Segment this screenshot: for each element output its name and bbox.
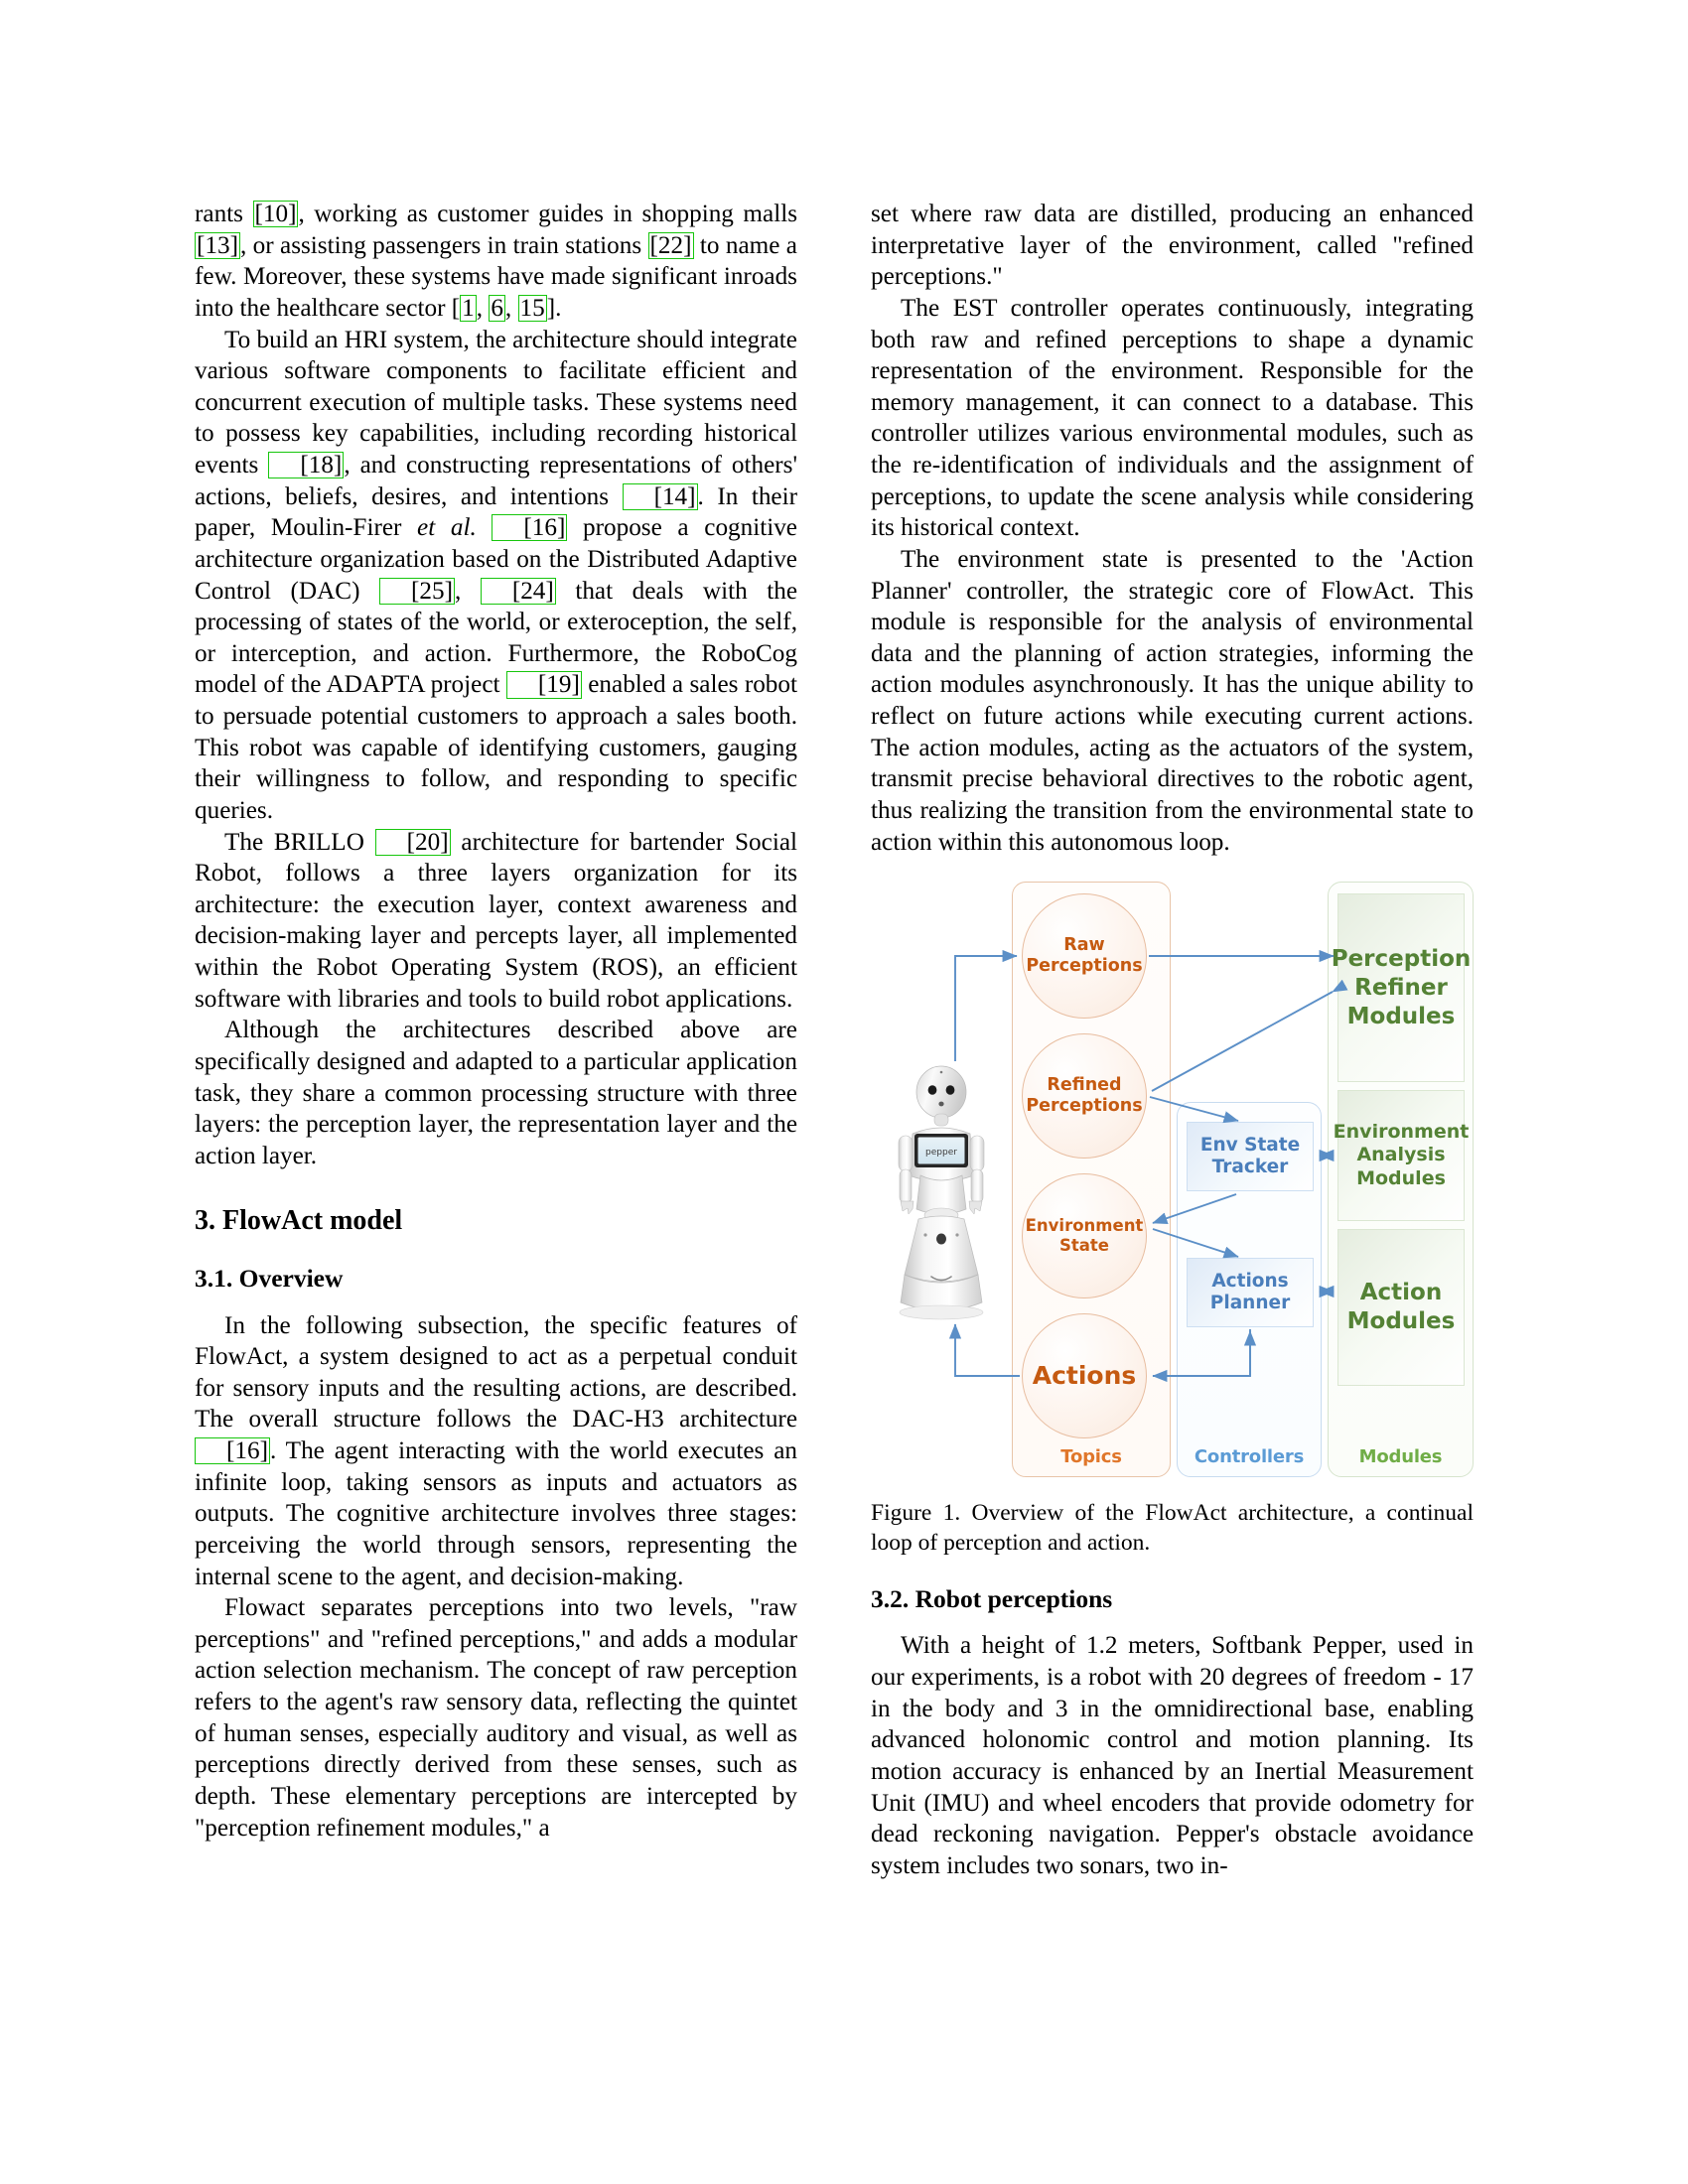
figure-1-flowact-architecture	[871, 880, 1474, 1485]
figure-1-caption: Figure 1. Overview of the FlowAct architecture, a continual loop of perception and action.	[871, 1500, 1474, 1556]
lane-label-controllers: Controllers	[1194, 1445, 1305, 1467]
paragraph: With a height of 1.2 meters, Softbank Pepper, used in our experiments, is a robot with 20 degrees of freedom - 17 in the body and 3 in the omnidirectional base, enabling advanced holonomic control and motion planning. Its motion accuracy is enhanced by an Inertial Measurement Unit (IMU) and wheel encoders that provide odometry for dead reckoning navigation. Pepper's obstacle avoidance system includes two sonars, two in-	[871, 1632, 1474, 1879]
citation-link[interactable]: [14]	[623, 483, 698, 510]
paragraph: Although the architectures described above are specifically designed and adapted to a particular application task, they share a common processing structure with three layers: the perception layer, the representation layer and the action layer.	[195, 1017, 797, 1169]
module-perception-refiner-label: Perception Refiner Modules	[1331, 946, 1472, 1029]
paragraph: set where raw data are distilled, producing an enhanced interpretative layer of the environment, called "refined perceptions."	[871, 201, 1474, 291]
section-heading-flowact-model: 3. FlowAct model	[195, 1205, 403, 1237]
topic-actions-label: Actions	[1032, 1361, 1137, 1391]
module-environment-analysis-label: Environment Analysis Modules	[1333, 1120, 1470, 1189]
citation-link[interactable]: [13]	[197, 231, 238, 259]
citation-link[interactable]: 15	[519, 294, 545, 322]
paragraph: In the following subsection, the specific features of FlowAct, a system designed to act as a perpetual conduit for sensory inputs and the resulting actions, are described. The overall structure follows the DAC-H3 architecture [16]. The agent interacting with the world executes an infinite loop, taking sensors as inputs and actuators as outputs. The cognitive architecture involves three stages: perceiving the world through sensors, representing the internal scene to the agent, and decision-making.	[195, 1311, 797, 1590]
citation-link[interactable]: [16]	[492, 514, 567, 541]
topic-refined-perceptions	[1022, 1033, 1147, 1159]
lane-label-topics: Topics	[1060, 1445, 1122, 1467]
topic-raw-perceptions	[1022, 893, 1147, 1019]
pepper-screen-text: pepper	[925, 1148, 957, 1159]
citation-link[interactable]: [25]	[379, 578, 455, 605]
left-column-paragraphs	[195, 199, 797, 1171]
module-perception-refiner	[1331, 893, 1472, 1082]
controller-actions-planner	[1187, 1258, 1314, 1327]
controller-actions-planner-label: Actions Planner	[1209, 1270, 1291, 1314]
citation-link[interactable]: [18]	[268, 452, 344, 478]
paragraph: To build an HRI system, the architecture should integrate various software components to facilitate efficient and concurrent execution of multiple tasks. These systems need to possess key capabilities, including recording historical events [18], and constructing representations of others' actions, beliefs, desires, and intentions [14]. In their paper, Moulin-Firer et al. [16] propose a cognitive architecture organization based on the Distributed Adaptive Control (DAC) [25], [24] that deals with the processing of states of the world, or exteroception, the self, or interception, and action. Furthermore, the RoboCog model of the ADAPTA project [19] enabled a sales robot to persuade potential customers to approach a sales booth. This robot was capable of identifying customers, gauging their willingness to follow, and responding to specific queries.	[195, 326, 798, 824]
subsection-heading-robot-perceptions: 3.2. Robot perceptions	[871, 1583, 1113, 1613]
paragraph: The EST controller operates continuously, integrating both raw and refined perceptions to shape a dynamic representation of the environment. Responsible for the memory management, it can connect to a database. This controller utilizes various environmental modules, such as the re-identification of individuals and the assignment of perceptions, to update the scene analysis while considering its historical context.	[871, 294, 1474, 542]
citation-link[interactable]: 1	[462, 294, 475, 322]
topic-refined-perceptions-label: Refined Perceptions	[1026, 1075, 1143, 1117]
citation-link[interactable]: 6	[491, 294, 503, 322]
citation-link[interactable]: [19]	[506, 671, 582, 698]
paragraph: Flowact separates perceptions into two levels, "raw perceptions" and "refined perceptions," and adds a modular action selection mechanism. The concept of raw perception refers to the agent's raw sensory data, reflecting the quintet of human senses, especially auditory and visual, as well as perceptions directly derived from these senses, such as depth. These elementary perceptions are intercepted by "perception refinement modules," a	[195, 1594, 797, 1842]
controller-env-state-tracker	[1187, 1122, 1314, 1191]
topic-environment-state-label: Environment State	[1025, 1216, 1144, 1256]
italic-text: et al.	[417, 514, 477, 542]
paragraph: The environment state is presented to the 'Action Planner' controller, the strategic core of FlowAct. This module is responsible for the analysis of environmental data and the planning of action strategies, informing the action modules asynchronously. It has the unique ability to reflect on future actions while executing current actions. The action modules, acting as the actuators of the system, transmit precise behavioral directives to the robotic agent, thus realizing the transition from the environmental state to action within this autonomous loop.	[871, 545, 1474, 856]
controller-env-state-tracker-label: Env State Tracker	[1199, 1134, 1301, 1178]
citation-link[interactable]: [16]	[195, 1437, 270, 1464]
module-action-modules	[1337, 1229, 1465, 1386]
module-action-modules-label: Action Modules	[1346, 1280, 1456, 1335]
pepper-robot-illustration	[883, 1064, 1000, 1324]
lane-label-modules: Modules	[1358, 1445, 1443, 1467]
right-column	[871, 199, 1474, 1881]
left-column-paragraphs-2	[195, 1310, 797, 1844]
citation-link[interactable]: [22]	[649, 231, 692, 259]
topic-environment-state	[1022, 1173, 1147, 1298]
subsection-heading-overview: 3.1. Overview	[195, 1263, 344, 1293]
paragraph: rants [10], working as customer guides in shopping malls [13], or assisting passengers in train stations [22] to name a few. Moreover, these systems have made significant inroads into the healthcare sector [1, 6, 15].	[195, 201, 797, 322]
right-column-paragraphs	[871, 199, 1474, 858]
module-environment-analysis	[1333, 1090, 1470, 1221]
right-column-paragraphs-2	[871, 1630, 1474, 1881]
citation-link[interactable]: [20]	[375, 829, 451, 856]
figure-diagram	[871, 880, 1474, 1485]
topic-raw-perceptions-label: Raw Perceptions	[1026, 935, 1143, 977]
paragraph: The BRILLO [20] architecture for bartender Social Robot, follows a three layers organization for its architecture: the execution layer, context awareness and decision-making layer and percepts layer, all implemented within the Robot Operating System (ROS), an efficient software with libraries and tools to build robot applications.	[195, 828, 797, 1013]
citation-link[interactable]: [24]	[481, 578, 556, 605]
topic-actions	[1022, 1313, 1147, 1438]
citation-link[interactable]: [10]	[254, 201, 297, 227]
left-column	[195, 199, 797, 1843]
